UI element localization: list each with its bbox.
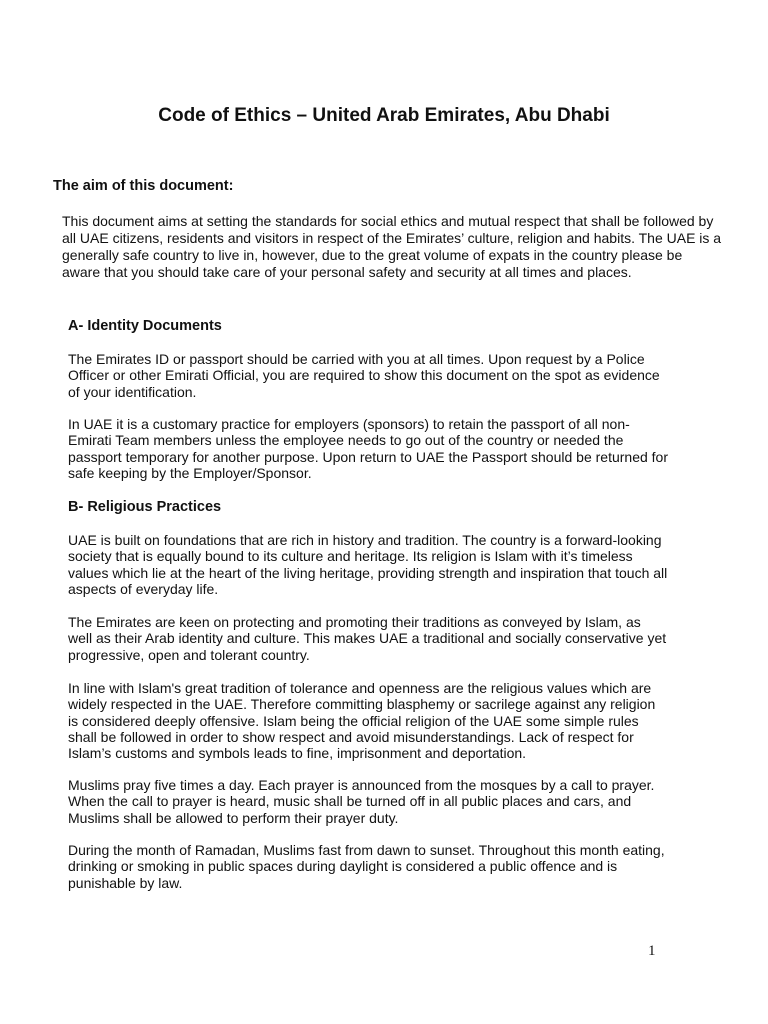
section-b-paragraph-5: During the month of Ramadan, Muslims fast from dawn to sunset. Throughout this month eating, drinking or smoking in public spaces during daylight is considered a public offence and is punishable by law. [68, 842, 665, 891]
section-b-paragraph-4: Muslims pray five times a day. Each prayer is announced from the mosques by a call to prayer. When the call to prayer is heard, music shall be turned off in all public places and cars, and Muslims shall be allowed to perform their prayer duty. [68, 777, 655, 826]
section-a-heading: A- Identity Documents [68, 318, 222, 334]
section-b-heading: B- Religious Practices [68, 499, 222, 515]
section-b-paragraph-3: In line with Islam's great tradition of tolerance and openness are the religious values which are widely respected in the UAE. Therefore committing blasphemy or sacrilege against any religion is considered deeply offensive. Islam being the official religion of the UAE some simple rules shall be followed in order to show respect and avoid misunderstandings. Lack of respect for Islam’s customs and symbols leads to fine, imprisonment and deportation. [68, 680, 656, 762]
section-a-paragraph-1: The Emirates ID or passport should be carried with you at all times. Upon request by a Police Officer or other Emirati Official, you are required to show this document on the spot as evidence of your identification. [68, 351, 660, 400]
section-a-paragraph-2: In UAE it is a customary practice for employers (sponsors) to retain the passport of all non-Emirati Team members unless the employee needs to go out of the country or needed the passport temporary for another purpose. Upon return to UAE the Passport should be returned for safe keeping by the Employer/Sponsor. [68, 416, 668, 481]
section-b-paragraph-1: UAE is built on foundations that are rich in history and tradition. The country is a forward-looking society that is equally bound to its culture and heritage. Its religion is Islam with it’s timeless values which lie at the heart of the living heritage, providing strength and inspiration that touch all aspects of everyday life. [68, 532, 668, 597]
section-b-paragraph-2: The Emirates are keen on protecting and promoting their traditions as conveyed by Islam, as well as their Arab identity and culture. This makes UAE a traditional and socially conservative yet progressive, open and tolerant country. [68, 614, 667, 663]
aim-paragraph: This document aims at setting the standards for social ethics and mutual respect that shall be followed by all UAE citizens, residents and visitors in respect of the Emirates’ culture, religion and habits. The UAE is a generally safe country to live in, however, due to the great volume of expats in the country please be aware that you should take care of your personal safety and security at all times and places. [62, 213, 722, 280]
document-title: Code of Ethics – United Arab Emirates, Abu Dhabi [158, 105, 610, 126]
page-number: 1 [648, 943, 656, 959]
aim-heading: The aim of this document: [53, 178, 234, 194]
